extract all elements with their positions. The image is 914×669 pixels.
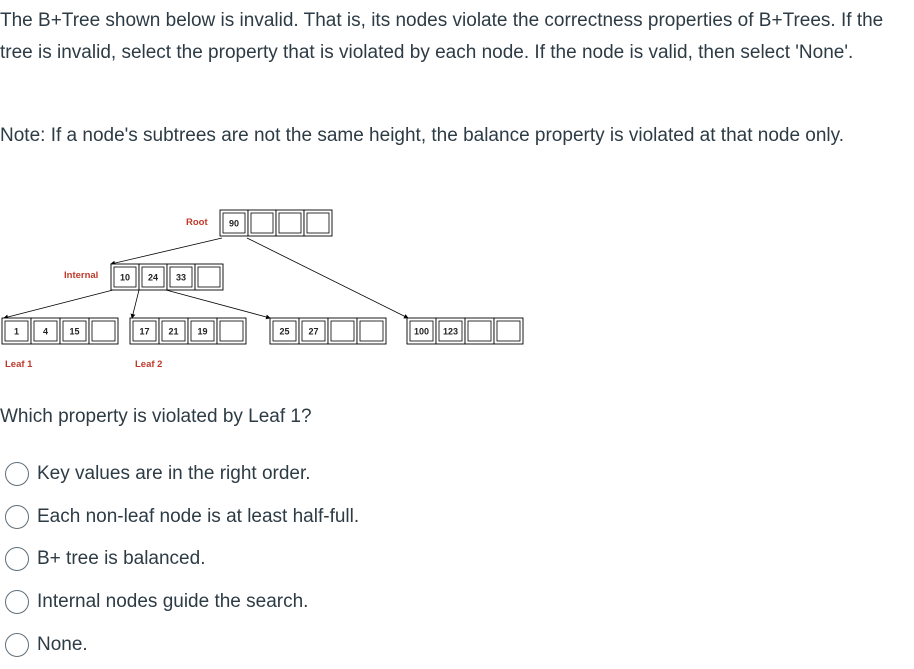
leaf4-key: 123 — [442, 326, 459, 337]
option-label: B+ tree is balanced. — [37, 548, 206, 569]
leaf1-node — [2, 318, 118, 344]
radio-icon[interactable] — [5, 547, 29, 571]
root-label: Root — [186, 217, 208, 228]
edge-internal-leaf1 — [4, 290, 113, 318]
root-cell — [304, 210, 332, 236]
leaf3-cell — [357, 318, 386, 344]
option-label: Key values are in the right order. — [37, 463, 311, 484]
radio-icon[interactable] — [5, 505, 29, 529]
leaf3-key: 25 — [279, 326, 290, 337]
leaf2-label: Leaf 2 — [135, 359, 163, 370]
option-guide-search[interactable] — [0, 587, 308, 617]
note-text: Note: If a node's subtrees are not the same height, the balance property is violated at that node only. — [0, 125, 845, 146]
root-node — [220, 210, 332, 236]
leaf1-key: 15 — [69, 326, 80, 337]
leaf2-cell — [217, 318, 246, 344]
edge-internal-leaf3 — [166, 290, 270, 318]
option-balanced[interactable] — [0, 544, 205, 574]
leaf2-key: 17 — [139, 326, 150, 337]
option-none[interactable] — [0, 630, 88, 660]
leaf2-node — [130, 318, 246, 344]
intro-text: The B+Tree shown below is invalid. That is, its nodes violate the correctness properties of B+Trees. If the tree is invalid, select the property that is violated by each node. If the node is valid, then select 'None'. — [0, 10, 884, 63]
option-label: Internal nodes guide the search. — [37, 591, 309, 612]
root-cell — [276, 210, 304, 236]
internal-key: 33 — [175, 272, 187, 283]
radio-icon[interactable] — [5, 633, 29, 657]
leaf2-key: 21 — [168, 326, 179, 337]
edge-internal-leaf2 — [132, 290, 139, 318]
internal-key: 10 — [119, 272, 131, 283]
root-cell — [248, 210, 276, 236]
internal-label: Internal — [64, 270, 99, 281]
option-right-order[interactable] — [0, 459, 311, 489]
edge-root-internal — [111, 238, 222, 264]
edge-root-leaf4 — [247, 238, 408, 318]
leaf4-cell — [494, 318, 523, 344]
internal-key: 24 — [147, 272, 159, 283]
leaf2-key: 19 — [197, 326, 208, 337]
leaf3-cell — [328, 318, 357, 344]
leaf4-key: 100 — [413, 326, 430, 337]
option-label: Each non-leaf node is at least half-full. — [37, 506, 360, 527]
option-half-full[interactable] — [0, 502, 359, 532]
leaf4-node — [407, 318, 523, 344]
leaf4-cell — [465, 318, 494, 344]
leaf1-key: 4 — [42, 326, 49, 337]
leaf1-cell — [89, 318, 118, 344]
leaf3-node — [270, 318, 386, 344]
question-text: Which property is violated by Leaf 1? — [0, 406, 312, 427]
option-label: None. — [37, 634, 88, 655]
internal-cell — [195, 264, 223, 290]
leaf1-key: 1 — [13, 326, 20, 337]
internal-node — [111, 264, 223, 290]
leaf1-label: Leaf 1 — [5, 359, 33, 370]
leaf3-key: 27 — [308, 326, 319, 337]
root-key: 90 — [228, 218, 240, 229]
radio-icon[interactable] — [5, 462, 29, 486]
radio-icon[interactable] — [5, 590, 29, 614]
bplus-tree-diagram — [0, 200, 914, 390]
